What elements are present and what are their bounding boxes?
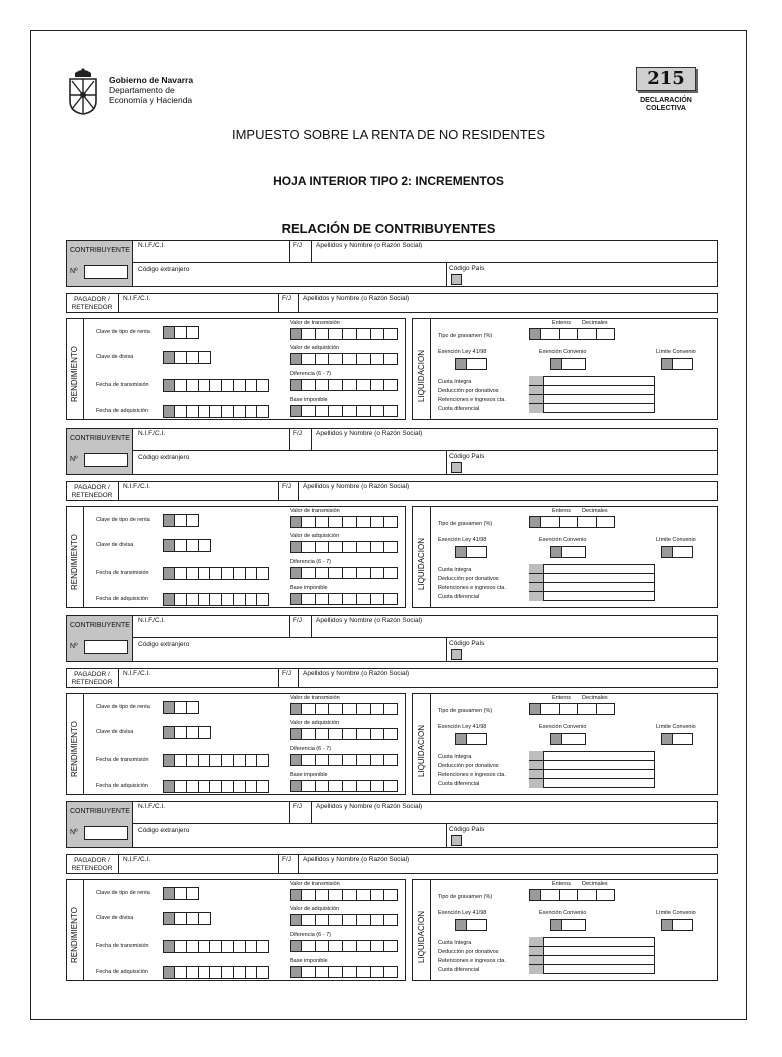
fj-label: F/J: [293, 617, 303, 624]
fecha-adquisicion-field[interactable]: [163, 593, 269, 606]
numero-field[interactable]: [84, 265, 128, 279]
clave-divisa-field[interactable]: [163, 539, 211, 552]
exencion-convenio-field[interactable]: [550, 546, 586, 558]
numero-label: Nº: [70, 829, 78, 836]
numero-field[interactable]: [84, 453, 128, 467]
valor-adquisicion-field[interactable]: [290, 353, 398, 365]
cuota-integra-label: Cuota íntegra: [438, 940, 472, 946]
fecha-transmision-field[interactable]: [163, 940, 269, 953]
diferencia-field[interactable]: [290, 754, 398, 766]
clave-tipo-renta-field[interactable]: [163, 326, 199, 339]
contribuyente-label: CONTRIBUYENTE: [70, 435, 130, 442]
codigo-extranjero-label: Código extranjero: [138, 641, 190, 648]
valor-transmision-field[interactable]: [290, 703, 398, 715]
contribuyente-label: CONTRIBUYENTE: [70, 622, 130, 629]
fecha-adquisicion-field[interactable]: [163, 780, 269, 793]
pagador-label: [68, 296, 116, 312]
org-line1: Gobierno de Navarra: [109, 75, 194, 85]
decimales-label: Decimales: [582, 695, 608, 701]
clave-tipo-renta-field[interactable]: [163, 701, 199, 714]
valor-adquisicion-field[interactable]: [290, 914, 398, 926]
diferencia-field[interactable]: [290, 567, 398, 579]
tipo-gravamen-label: Tipo de gravamen (%): [438, 708, 493, 714]
retenciones-label: Retenciones e ingresos cta.: [438, 397, 506, 403]
clave-tipo-renta-label: Clave de tipo de renta: [96, 329, 150, 335]
fecha-adquisicion-label: Fecha de adquisición: [96, 596, 148, 602]
numero-label: Nº: [70, 643, 78, 650]
navarra-crest-icon: [67, 67, 99, 115]
decimales-label: Decimales: [582, 508, 608, 514]
base-imponible-label: Base imponible: [290, 585, 328, 591]
pagador-line1: PAGADOR /: [74, 484, 110, 491]
cuota-diferencial-label: Cuota diferencial: [438, 406, 480, 412]
numero-field[interactable]: [84, 640, 128, 654]
clave-tipo-renta-field[interactable]: [163, 887, 199, 900]
tipo-gravamen-field[interactable]: [529, 328, 615, 340]
liquidacion-label: LIQUIDACION: [417, 910, 426, 963]
clave-divisa-field[interactable]: [163, 726, 211, 739]
diferencia-label: Diferencia (6 - 7): [290, 932, 331, 938]
exencion-convenio-field[interactable]: [550, 919, 586, 931]
org-line2: Departamento de: [109, 85, 175, 95]
codigo-pais-label: Código País: [449, 453, 485, 460]
codigo-extranjero-label: Código extranjero: [138, 266, 190, 273]
valor-adquisicion-label: Valor de adquisición: [290, 906, 340, 912]
pagador-line2: RETENEDOR: [71, 865, 113, 872]
retenciones-label: Retenciones e ingresos cta.: [438, 958, 506, 964]
exencion-convenio-field[interactable]: [550, 733, 586, 745]
clave-divisa-label: Clave de divisa: [96, 354, 134, 360]
exencion-ley-label: Exención Ley 41/98: [438, 537, 487, 543]
exencion-ley-label: Exención Ley 41/98: [438, 910, 487, 916]
rendimiento-label: RENDIMIENTO: [70, 346, 79, 402]
pagador-label: [68, 857, 116, 873]
cuota-integra-label: Cuota íntegra: [438, 567, 472, 573]
liquidacion-label: LIQUIDACION: [417, 537, 426, 590]
enteros-label: Enteros: [552, 881, 571, 887]
limite-convenio-field[interactable]: [661, 733, 693, 745]
tipo-gravamen-field[interactable]: [529, 889, 615, 901]
limite-convenio-field[interactable]: [661, 358, 693, 370]
numero-label: Nº: [70, 456, 78, 463]
exencion-ley-field[interactable]: [455, 733, 487, 745]
retenciones-label: Retenciones e ingresos cta.: [438, 772, 506, 778]
deduccion-donativos-label: Deducción por donativos: [438, 576, 499, 582]
limite-convenio-label: Límite Convenio: [656, 537, 696, 543]
apellidos-label: Apellidos y Nombre (o Razón Social): [316, 617, 423, 624]
diferencia-field[interactable]: [290, 379, 398, 391]
fecha-transmision-field[interactable]: [163, 379, 269, 392]
fecha-adquisicion-label: Fecha de adquisición: [96, 969, 148, 975]
contribuyente-label: CONTRIBUYENTE: [70, 247, 130, 254]
limite-convenio-field[interactable]: [661, 919, 693, 931]
clave-divisa-field[interactable]: [163, 351, 211, 364]
tipo-gravamen-label: Tipo de gravamen (%): [438, 894, 493, 900]
org-line3: Economía y Hacienda: [109, 95, 193, 105]
exencion-ley-field[interactable]: [455, 546, 487, 558]
pagador-line2: RETENEDOR: [71, 492, 113, 499]
pagador-nif-label: N.I.F./C.I.: [123, 670, 151, 677]
tipo-gravamen-label: Tipo de gravamen (%): [438, 521, 493, 527]
pagador-nif-label: N.I.F./C.I.: [123, 856, 151, 863]
retenciones-label: Retenciones e ingresos cta.: [438, 585, 506, 591]
exencion-convenio-label: Exención Convenio: [539, 537, 587, 543]
codigo-extranjero-label: Código extranjero: [138, 827, 190, 834]
nif-label: N.I.F./C.I.: [138, 242, 166, 249]
enteros-label: Enteros: [552, 320, 571, 326]
deduccion-donativos-label: Deducción por donativos: [438, 388, 499, 394]
numero-label: Nº: [70, 268, 78, 275]
fecha-adquisicion-field[interactable]: [163, 405, 269, 418]
pagador-label: [68, 484, 116, 500]
valor-transmision-label: Valor de transmisión: [290, 881, 340, 887]
rendimiento-label: RENDIMIENTO: [70, 907, 79, 963]
clave-tipo-renta-label: Clave de tipo de renta: [96, 890, 150, 896]
pagador-line1: PAGADOR /: [74, 296, 110, 303]
base-imponible-label: Base imponible: [290, 772, 328, 778]
pagador-line2: RETENEDOR: [71, 304, 113, 311]
valor-adquisicion-label: Valor de adquisición: [290, 345, 340, 351]
fecha-transmision-label: Fecha de transmisión: [96, 570, 149, 576]
valor-transmision-field[interactable]: [290, 328, 398, 340]
valor-transmision-field[interactable]: [290, 889, 398, 901]
enteros-label: Enteros: [552, 508, 571, 514]
sheet-title: HOJA INTERIOR TIPO 2: INCREMENTOS: [273, 174, 504, 188]
base-imponible-label: Base imponible: [290, 397, 328, 403]
contribuyente-header: [66, 428, 133, 475]
tipo-gravamen-field[interactable]: [529, 703, 615, 715]
valor-transmision-label: Valor de transmisión: [290, 695, 340, 701]
liquidacion-label: LIQUIDACION: [417, 349, 426, 402]
exencion-convenio-field[interactable]: [550, 358, 586, 370]
exencion-ley-label: Exención Ley 41/98: [438, 349, 487, 355]
pagador-fj-label: F/J: [282, 295, 292, 302]
contribuyente-header: [66, 240, 133, 287]
pagador-label: [68, 671, 116, 687]
pagador-apellidos-label: Apellidos y Nombre (o Razón Social): [303, 670, 410, 677]
cuota-diferencial-label: Cuota diferencial: [438, 781, 480, 787]
base-imponible-field[interactable]: [290, 405, 398, 417]
cuota-integra-label: Cuota íntegra: [438, 379, 472, 385]
diferencia-field[interactable]: [290, 940, 398, 952]
diferencia-label: Diferencia (6 - 7): [290, 371, 331, 377]
apellidos-label: Apellidos y Nombre (o Razón Social): [316, 242, 423, 249]
nif-label: N.I.F./C.I.: [138, 617, 166, 624]
contribuyente-label: CONTRIBUYENTE: [70, 808, 130, 815]
base-imponible-field[interactable]: [290, 593, 398, 605]
cuota-diferencial-label: Cuota diferencial: [438, 967, 480, 973]
decimales-label: Decimales: [582, 881, 608, 887]
exencion-ley-label: Exención Ley 41/98: [438, 724, 487, 730]
limite-convenio-field[interactable]: [661, 546, 693, 558]
pagador-fj-label: F/J: [282, 483, 292, 490]
codigo-pais-label: Código País: [449, 640, 485, 647]
pagador-line1: PAGADOR /: [74, 857, 110, 864]
pagador-apellidos-label: Apellidos y Nombre (o Razón Social): [303, 483, 410, 490]
pagador-line2: RETENEDOR: [71, 679, 113, 686]
codigo-extranjero-label: Código extranjero: [138, 454, 190, 461]
fecha-transmision-label: Fecha de transmisión: [96, 382, 149, 388]
relation-title: RELACIÓN DE CONTRIBUYENTES: [281, 221, 496, 236]
apellidos-label: Apellidos y Nombre (o Razón Social): [316, 430, 423, 437]
nif-label: N.I.F./C.I.: [138, 430, 166, 437]
contribuyente-header: [66, 801, 133, 848]
base-imponible-field[interactable]: [290, 966, 398, 978]
clave-divisa-label: Clave de divisa: [96, 542, 134, 548]
limite-convenio-label: Límite Convenio: [656, 910, 696, 916]
clave-divisa-label: Clave de divisa: [96, 915, 134, 921]
model-sub2: COLECTIVA: [646, 105, 686, 112]
fecha-adquisicion-label: Fecha de adquisición: [96, 783, 148, 789]
pagador-line1: PAGADOR /: [74, 671, 110, 678]
valor-adquisicion-label: Valor de adquisición: [290, 533, 340, 539]
form-page: [30, 30, 747, 1020]
fj-label: F/J: [293, 242, 303, 249]
limite-convenio-label: Límite Convenio: [656, 349, 696, 355]
tax-title: IMPUESTO SOBRE LA RENTA DE NO RESIDENTES: [231, 127, 546, 142]
clave-divisa-label: Clave de divisa: [96, 729, 134, 735]
deduccion-donativos-label: Deducción por donativos: [438, 949, 499, 955]
exencion-convenio-label: Exención Convenio: [539, 349, 587, 355]
valor-adquisicion-label: Valor de adquisición: [290, 720, 340, 726]
cuota-diferencial-label: Cuota diferencial: [438, 594, 480, 600]
gobierno-navarra-logo: [67, 67, 197, 117]
nif-label: N.I.F./C.I.: [138, 803, 166, 810]
fj-label: F/J: [293, 430, 303, 437]
valor-transmision-label: Valor de transmisión: [290, 508, 340, 514]
fecha-adquisicion-label: Fecha de adquisición: [96, 408, 148, 414]
pagador-fj-label: F/J: [282, 670, 292, 677]
exencion-ley-field[interactable]: [455, 919, 487, 931]
model-sub1: DECLARACIÓN: [640, 97, 692, 104]
codigo-pais-label: Código País: [449, 826, 485, 833]
numero-field[interactable]: [84, 826, 128, 840]
liquidacion-label: LIQUIDACION: [417, 724, 426, 777]
exencion-convenio-label: Exención Convenio: [539, 910, 587, 916]
valor-adquisicion-field[interactable]: [290, 728, 398, 740]
clave-tipo-renta-field[interactable]: [163, 514, 199, 527]
exencion-ley-field[interactable]: [455, 358, 487, 370]
pagador-apellidos-label: Apellidos y Nombre (o Razón Social): [303, 295, 410, 302]
model-subtitle: [636, 97, 696, 113]
clave-tipo-renta-label: Clave de tipo de renta: [96, 704, 150, 710]
codigo-pais-label: Código País: [449, 265, 485, 272]
limite-convenio-label: Límite Convenio: [656, 724, 696, 730]
apellidos-label: Apellidos y Nombre (o Razón Social): [316, 803, 423, 810]
fecha-transmision-field[interactable]: [163, 567, 269, 580]
base-imponible-field[interactable]: [290, 780, 398, 792]
tipo-gravamen-field[interactable]: [529, 516, 615, 528]
base-imponible-label: Base imponible: [290, 958, 328, 964]
pagador-apellidos-label: Apellidos y Nombre (o Razón Social): [303, 856, 410, 863]
fj-label: F/J: [293, 803, 303, 810]
rendimiento-label: RENDIMIENTO: [70, 534, 79, 590]
pagador-nif-label: N.I.F./C.I.: [123, 483, 151, 490]
tipo-gravamen-label: Tipo de gravamen (%): [438, 333, 493, 339]
rendimiento-label: RENDIMIENTO: [70, 721, 79, 777]
pagador-nif-label: N.I.F./C.I.: [123, 295, 151, 302]
fecha-transmision-label: Fecha de transmisión: [96, 757, 149, 763]
deduccion-donativos-label: Deducción por donativos: [438, 763, 499, 769]
cuota-integra-label: Cuota íntegra: [438, 754, 472, 760]
decimales-label: Decimales: [582, 320, 608, 326]
model-number: 215: [636, 67, 696, 91]
valor-transmision-field[interactable]: [290, 516, 398, 528]
valor-transmision-label: Valor de transmisión: [290, 320, 340, 326]
fecha-transmision-field[interactable]: [163, 754, 269, 767]
clave-divisa-field[interactable]: [163, 912, 211, 925]
model-badge: [636, 67, 696, 113]
valor-adquisicion-field[interactable]: [290, 541, 398, 553]
diferencia-label: Diferencia (6 - 7): [290, 746, 331, 752]
diferencia-label: Diferencia (6 - 7): [290, 559, 331, 565]
fecha-adquisicion-field[interactable]: [163, 966, 269, 979]
organization-name: [109, 75, 193, 105]
enteros-label: Enteros: [552, 695, 571, 701]
clave-tipo-renta-label: Clave de tipo de renta: [96, 517, 150, 523]
pagador-fj-label: F/J: [282, 856, 292, 863]
exencion-convenio-label: Exención Convenio: [539, 724, 587, 730]
contribuyente-header: [66, 615, 133, 662]
fecha-transmision-label: Fecha de transmisión: [96, 943, 149, 949]
